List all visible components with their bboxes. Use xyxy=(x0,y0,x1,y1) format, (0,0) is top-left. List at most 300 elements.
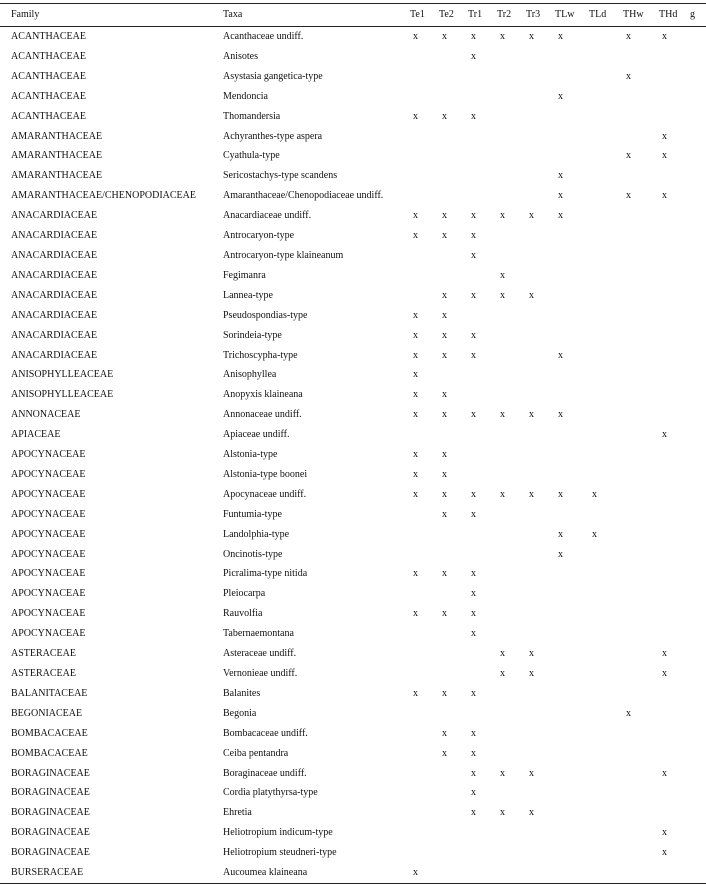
presence-cell-thw xyxy=(623,545,659,565)
presence-cell-te1 xyxy=(410,803,439,823)
presence-cell-te2 xyxy=(439,843,468,863)
presence-cell-tld xyxy=(589,166,623,186)
table-row xyxy=(0,385,706,405)
presence-cell-te2: x xyxy=(442,389,447,401)
presence-cell-te2: x xyxy=(442,110,447,122)
presence-cell-tr1 xyxy=(468,186,497,206)
presence-cell-tr1: x xyxy=(471,687,476,699)
presence-cell-tlw xyxy=(555,107,589,127)
presence-cell-tlw xyxy=(555,47,589,67)
family-cell: APIACEAE xyxy=(11,429,61,441)
presence-cell-tlw: x xyxy=(558,548,563,560)
presence-cell-tr2 xyxy=(497,365,526,385)
presence-cell-thd: x xyxy=(662,150,667,162)
presence-cell-g xyxy=(690,346,706,366)
presence-cell-tr3 xyxy=(526,346,555,366)
presence-cell-te1 xyxy=(410,823,439,843)
presence-cell-tr2: x xyxy=(500,807,505,819)
table-row xyxy=(0,525,706,545)
presence-cell-tr2 xyxy=(497,604,526,624)
presence-cell-g xyxy=(690,127,706,147)
presence-cell-thd: x xyxy=(662,190,667,202)
presence-cell-thw xyxy=(623,107,659,127)
presence-cell-thw xyxy=(623,684,659,704)
column-header-tr3: Tr3 xyxy=(526,9,541,20)
presence-cell-tr1: x xyxy=(471,349,476,361)
presence-cell-tld xyxy=(589,465,623,485)
presence-cell-tr3 xyxy=(526,744,555,764)
presence-cell-thd xyxy=(659,385,690,405)
presence-cell-tr1 xyxy=(468,525,497,545)
presence-cell-tr3 xyxy=(526,146,555,166)
column-header-taxa: Taxa xyxy=(223,9,243,20)
presence-cell-thw xyxy=(623,724,659,744)
presence-cell-tr3 xyxy=(526,465,555,485)
taxa-cell: Heliotropium steudneri-type xyxy=(223,847,337,859)
presence-cell-thd xyxy=(659,67,690,87)
presence-cell-tr2 xyxy=(497,744,526,764)
presence-cell-tr1 xyxy=(468,266,497,286)
presence-cell-te2: x xyxy=(442,727,447,739)
presence-cell-te1 xyxy=(410,764,439,784)
presence-cell-tr1: x xyxy=(471,289,476,301)
presence-cell-tr2 xyxy=(497,465,526,485)
presence-cell-g xyxy=(690,545,706,565)
presence-cell-tld xyxy=(589,564,623,584)
presence-cell-tld xyxy=(589,286,623,306)
table-row xyxy=(0,803,706,823)
presence-cell-te1 xyxy=(410,286,439,306)
presence-cell-tr3 xyxy=(526,604,555,624)
presence-cell-g xyxy=(690,87,706,107)
presence-cell-tr3 xyxy=(526,425,555,445)
presence-cell-thw xyxy=(623,783,659,803)
table-row xyxy=(0,485,706,505)
presence-cell-thw xyxy=(623,764,659,784)
presence-cell-tr3 xyxy=(526,186,555,206)
presence-cell-tr1 xyxy=(468,67,497,87)
presence-cell-tr3: x xyxy=(529,409,534,421)
presence-cell-te2 xyxy=(439,266,468,286)
presence-cell-te2 xyxy=(439,47,468,67)
presence-cell-tlw xyxy=(555,306,589,326)
presence-cell-thd xyxy=(659,624,690,644)
table-row xyxy=(0,346,706,366)
family-cell: BOMBACACEAE xyxy=(11,727,88,739)
presence-cell-te2: x xyxy=(442,409,447,421)
presence-cell-tld xyxy=(589,127,623,147)
presence-cell-thd xyxy=(659,246,690,266)
presence-cell-tr1: x xyxy=(471,488,476,500)
presence-cell-g xyxy=(690,724,706,744)
taxa-cell: Cyathula-type xyxy=(223,150,280,162)
presence-cell-g xyxy=(690,186,706,206)
presence-cell-tlw xyxy=(555,326,589,346)
presence-cell-tr1 xyxy=(468,704,497,724)
presence-cell-thw xyxy=(623,266,659,286)
presence-cell-te1 xyxy=(410,744,439,764)
presence-cell-te2 xyxy=(439,545,468,565)
presence-cell-te2 xyxy=(439,783,468,803)
taxa-cell: Ceiba pentandra xyxy=(223,747,289,759)
presence-cell-tr1 xyxy=(468,306,497,326)
presence-cell-thw xyxy=(623,564,659,584)
taxa-cell: Acanthaceae undiff. xyxy=(223,31,304,42)
presence-cell-tld xyxy=(589,545,623,565)
taxa-cell: Cordia platythyrsa-type xyxy=(223,787,318,799)
family-cell: ANACARDIACEAE xyxy=(11,329,98,341)
presence-cell-te1: x xyxy=(413,369,418,381)
presence-cell-tr3 xyxy=(526,545,555,565)
table-row xyxy=(0,863,706,883)
presence-cell-te2 xyxy=(439,67,468,87)
presence-cell-tr1: x xyxy=(471,230,476,242)
presence-cell-tr3 xyxy=(526,67,555,87)
table-row xyxy=(0,67,706,87)
table-row xyxy=(0,764,706,784)
taxa-cell: Antrocaryon-type xyxy=(223,230,295,242)
family-cell: ANACARDIACEAE xyxy=(11,309,98,321)
presence-cell-tlw xyxy=(555,505,589,525)
presence-cell-te1 xyxy=(410,87,439,107)
presence-cell-thw xyxy=(623,286,659,306)
presence-cell-tr3: x xyxy=(529,210,534,222)
presence-cell-tld xyxy=(589,624,623,644)
taxa-cell: Apocynaceae undiff. xyxy=(223,488,307,500)
presence-cell-tr3 xyxy=(526,823,555,843)
presence-cell-thd xyxy=(659,445,690,465)
table-row xyxy=(0,465,706,485)
presence-cell-thd xyxy=(659,545,690,565)
presence-cell-tr1: x xyxy=(471,568,476,580)
taxa-cell: Tabernaemontana xyxy=(223,628,294,640)
family-cell: BOMBACACEAE xyxy=(11,747,88,759)
presence-cell-tld xyxy=(589,206,623,226)
presence-cell-g xyxy=(690,624,706,644)
presence-cell-tlw xyxy=(555,127,589,147)
presence-cell-tlw xyxy=(555,67,589,87)
presence-cell-te1: x xyxy=(413,31,418,42)
presence-cell-tr2 xyxy=(497,684,526,704)
presence-cell-te2 xyxy=(439,525,468,545)
presence-cell-te2 xyxy=(439,425,468,445)
presence-cell-tld xyxy=(589,266,623,286)
column-header-te1: Te1 xyxy=(410,9,425,20)
presence-cell-g xyxy=(690,525,706,545)
presence-cell-tr2 xyxy=(497,67,526,87)
presence-cell-g xyxy=(690,286,706,306)
presence-cell-tr3 xyxy=(526,724,555,744)
presence-cell-tr1 xyxy=(468,843,497,863)
presence-cell-te1: x xyxy=(413,867,418,879)
presence-cell-te1 xyxy=(410,843,439,863)
taxa-cell: Lannea-type xyxy=(223,289,273,301)
presence-cell-thw xyxy=(623,505,659,525)
presence-cell-thw xyxy=(623,803,659,823)
presence-cell-g xyxy=(690,365,706,385)
presence-cell-tld xyxy=(589,764,623,784)
presence-cell-te1 xyxy=(410,704,439,724)
family-cell: APOCYNACEAE xyxy=(11,568,86,580)
presence-cell-thw xyxy=(623,604,659,624)
presence-cell-tlw xyxy=(555,425,589,445)
presence-cell-te1: x xyxy=(413,210,418,222)
presence-cell-tr2 xyxy=(497,346,526,366)
presence-cell-tld xyxy=(589,783,623,803)
presence-cell-g xyxy=(690,584,706,604)
family-cell: AMARANTHACEAE xyxy=(11,150,103,162)
family-cell: BORAGINACEAE xyxy=(11,807,90,819)
family-cell: BORAGINACEAE xyxy=(11,827,90,839)
presence-cell-tr2: x xyxy=(500,289,505,301)
presence-cell-tr1 xyxy=(468,127,497,147)
presence-cell-te1 xyxy=(410,505,439,525)
presence-cell-te2: x xyxy=(442,508,447,520)
family-cell: ANACARDIACEAE xyxy=(11,249,98,261)
presence-cell-te2 xyxy=(439,823,468,843)
presence-cell-tr3 xyxy=(526,783,555,803)
presence-cell-tlw xyxy=(555,684,589,704)
presence-cell-tlw: x xyxy=(558,31,563,42)
presence-cell-thw xyxy=(623,87,659,107)
family-cell: APOCYNACEAE xyxy=(11,528,86,540)
taxa-cell: Alstonia-type xyxy=(223,449,278,461)
presence-cell-tr2 xyxy=(497,306,526,326)
taxa-cell: Begonia xyxy=(223,707,257,719)
presence-cell-g xyxy=(690,485,706,505)
presence-cell-tr1: x xyxy=(471,110,476,122)
presence-cell-tld xyxy=(589,365,623,385)
presence-cell-tr3 xyxy=(526,127,555,147)
presence-cell-tr3 xyxy=(526,564,555,584)
presence-cell-tr2 xyxy=(497,425,526,445)
presence-cell-te1 xyxy=(410,146,439,166)
presence-cell-te1: x xyxy=(413,110,418,122)
table-row xyxy=(0,744,706,764)
presence-cell-tr2 xyxy=(497,843,526,863)
presence-cell-tld xyxy=(589,604,623,624)
presence-cell-tlw: x xyxy=(558,409,563,421)
presence-cell-thd: x xyxy=(662,31,667,42)
presence-cell-tr1 xyxy=(468,87,497,107)
family-cell: APOCYNACEAE xyxy=(11,449,86,461)
taxa-cell: Mendoncia xyxy=(223,90,268,102)
presence-cell-thd xyxy=(659,684,690,704)
presence-cell-tld xyxy=(589,664,623,684)
presence-cell-g xyxy=(690,246,706,266)
presence-cell-thw xyxy=(623,644,659,664)
presence-cell-tr1 xyxy=(468,863,497,883)
presence-cell-thw xyxy=(623,206,659,226)
presence-cell-thw xyxy=(623,166,659,186)
presence-cell-te1 xyxy=(410,266,439,286)
presence-cell-thd xyxy=(659,107,690,127)
presence-cell-thd: x xyxy=(662,668,667,679)
presence-cell-tr2 xyxy=(497,87,526,107)
presence-cell-tr1: x xyxy=(471,409,476,421)
taxa-cell: Vernonieae undiff. xyxy=(223,668,298,679)
taxa-cell: Oncinotis-type xyxy=(223,548,283,560)
presence-cell-g xyxy=(690,684,706,704)
presence-cell-tld xyxy=(589,67,623,87)
presence-cell-thd xyxy=(659,465,690,485)
presence-cell-thw xyxy=(623,365,659,385)
presence-cell-tlw xyxy=(555,146,589,166)
presence-cell-thd xyxy=(659,604,690,624)
taxa-cell: Bombacaceae undiff. xyxy=(223,727,308,739)
presence-cell-g xyxy=(690,664,706,684)
presence-cell-tr1: x xyxy=(471,31,476,42)
table-row xyxy=(0,365,706,385)
family-cell: ANISOPHYLLEACEAE xyxy=(11,389,114,401)
presence-cell-thw xyxy=(623,863,659,883)
taxa-cell: Achyranthes-type aspera xyxy=(223,130,323,142)
presence-cell-te2 xyxy=(439,365,468,385)
presence-cell-thd: x xyxy=(662,130,667,142)
presence-cell-te2: x xyxy=(442,329,447,341)
presence-cell-tld xyxy=(589,326,623,346)
table-row xyxy=(0,186,706,206)
taxa-cell: Asystasia gangetica-type xyxy=(223,70,323,82)
table-row xyxy=(0,783,706,803)
table-row xyxy=(0,405,706,425)
presence-cell-tr2 xyxy=(497,704,526,724)
presence-cell-tr3: x xyxy=(529,767,534,779)
presence-cell-thw xyxy=(623,226,659,246)
presence-cell-tr3 xyxy=(526,365,555,385)
presence-cell-te1 xyxy=(410,624,439,644)
presence-cell-tld: x xyxy=(592,488,597,500)
presence-cell-tr2 xyxy=(497,545,526,565)
presence-cell-tr3 xyxy=(526,107,555,127)
family-cell: APOCYNACEAE xyxy=(11,508,86,520)
presence-cell-g xyxy=(690,823,706,843)
presence-cell-tlw xyxy=(555,385,589,405)
presence-cell-tr2 xyxy=(497,226,526,246)
taxa-cell: Rauvolfia xyxy=(223,608,263,620)
presence-cell-thd xyxy=(659,525,690,545)
presence-cell-tld xyxy=(589,246,623,266)
presence-cell-te1: x xyxy=(413,687,418,699)
presence-cell-thw xyxy=(623,485,659,505)
table-row xyxy=(0,425,706,445)
presence-cell-tlw xyxy=(555,664,589,684)
presence-cell-tr3 xyxy=(526,684,555,704)
presence-cell-tr3 xyxy=(526,385,555,405)
table-row xyxy=(0,306,706,326)
presence-cell-thw xyxy=(623,525,659,545)
presence-cell-te1 xyxy=(410,664,439,684)
presence-cell-thw: x xyxy=(626,190,631,202)
presence-cell-thw xyxy=(623,346,659,366)
presence-cell-tr3 xyxy=(526,306,555,326)
presence-cell-tr3 xyxy=(526,445,555,465)
family-cell: ASTERACEAE xyxy=(11,648,76,660)
column-header-g: g xyxy=(690,9,695,20)
table-row xyxy=(0,843,706,863)
presence-cell-thw xyxy=(623,744,659,764)
presence-cell-g xyxy=(690,863,706,883)
table-row xyxy=(0,166,706,186)
taxa-cell: Funtumia-type xyxy=(223,508,282,520)
presence-cell-thd xyxy=(659,485,690,505)
presence-cell-g xyxy=(690,704,706,724)
presence-cell-thw xyxy=(623,664,659,684)
presence-cell-thd xyxy=(659,365,690,385)
presence-cell-tr1: x xyxy=(471,588,476,600)
presence-cell-te1 xyxy=(410,525,439,545)
presence-cell-tr2: x xyxy=(500,767,505,779)
presence-cell-g xyxy=(690,385,706,405)
presence-cell-te2: x xyxy=(442,747,447,759)
taxa-cell: Aucoumea klaineana xyxy=(223,867,308,879)
taxa-cell: Picralima-type nitida xyxy=(223,568,308,580)
presence-cell-tr1: x xyxy=(471,329,476,341)
presence-cell-thd: x xyxy=(662,847,667,859)
presence-cell-thd xyxy=(659,206,690,226)
presence-cell-tld xyxy=(589,47,623,67)
presence-cell-te2 xyxy=(439,764,468,784)
presence-cell-g xyxy=(690,405,706,425)
column-header-tr1: Tr1 xyxy=(468,9,483,20)
taxa-cell: Ehretia xyxy=(223,807,252,819)
presence-cell-tr1 xyxy=(468,365,497,385)
table-row xyxy=(0,246,706,266)
presence-cell-tlw: x xyxy=(558,528,563,540)
presence-cell-tr3: x xyxy=(529,488,534,500)
presence-cell-tlw: x xyxy=(558,210,563,222)
table-row xyxy=(0,127,706,147)
presence-cell-tlw xyxy=(555,843,589,863)
family-cell: ACANTHACEAE xyxy=(11,90,86,102)
table-row xyxy=(0,823,706,843)
family-cell: APOCYNACEAE xyxy=(11,588,86,600)
taxa-cell: Heliotropium indicum-type xyxy=(223,827,333,839)
presence-cell-g xyxy=(690,445,706,465)
presence-cell-tr1: x xyxy=(471,628,476,640)
presence-cell-te2 xyxy=(439,803,468,823)
presence-cell-tr2 xyxy=(497,783,526,803)
presence-cell-tld xyxy=(589,146,623,166)
presence-cell-thw xyxy=(623,47,659,67)
presence-cell-thd: x xyxy=(662,767,667,779)
presence-cell-te2 xyxy=(439,87,468,107)
presence-cell-g xyxy=(690,564,706,584)
family-cell: BORAGINACEAE xyxy=(11,847,90,859)
presence-cell-g xyxy=(690,67,706,87)
table-row xyxy=(0,564,706,584)
taxa-cell: Anopyxis klaineana xyxy=(223,389,303,401)
taxa-cell: Boraginaceae undiff. xyxy=(223,767,307,779)
presence-cell-tld xyxy=(589,843,623,863)
presence-cell-tr1: x xyxy=(471,727,476,739)
presence-cell-tlw xyxy=(555,365,589,385)
presence-cell-tld xyxy=(589,505,623,525)
presence-cell-te2 xyxy=(439,246,468,266)
presence-cell-tld xyxy=(589,644,623,664)
presence-cell-tr2 xyxy=(497,246,526,266)
presence-cell-tld xyxy=(589,385,623,405)
presence-cell-te1 xyxy=(410,644,439,664)
taxa-cell: Fegimanra xyxy=(223,269,266,281)
presence-cell-te2: x xyxy=(442,687,447,699)
table-row xyxy=(0,724,706,744)
presence-cell-tlw xyxy=(555,704,589,724)
presence-cell-te2 xyxy=(439,863,468,883)
presence-cell-thw: x xyxy=(626,31,631,42)
taxa-cell: Alstonia-type boonei xyxy=(223,468,308,480)
presence-cell-tr2 xyxy=(497,724,526,744)
